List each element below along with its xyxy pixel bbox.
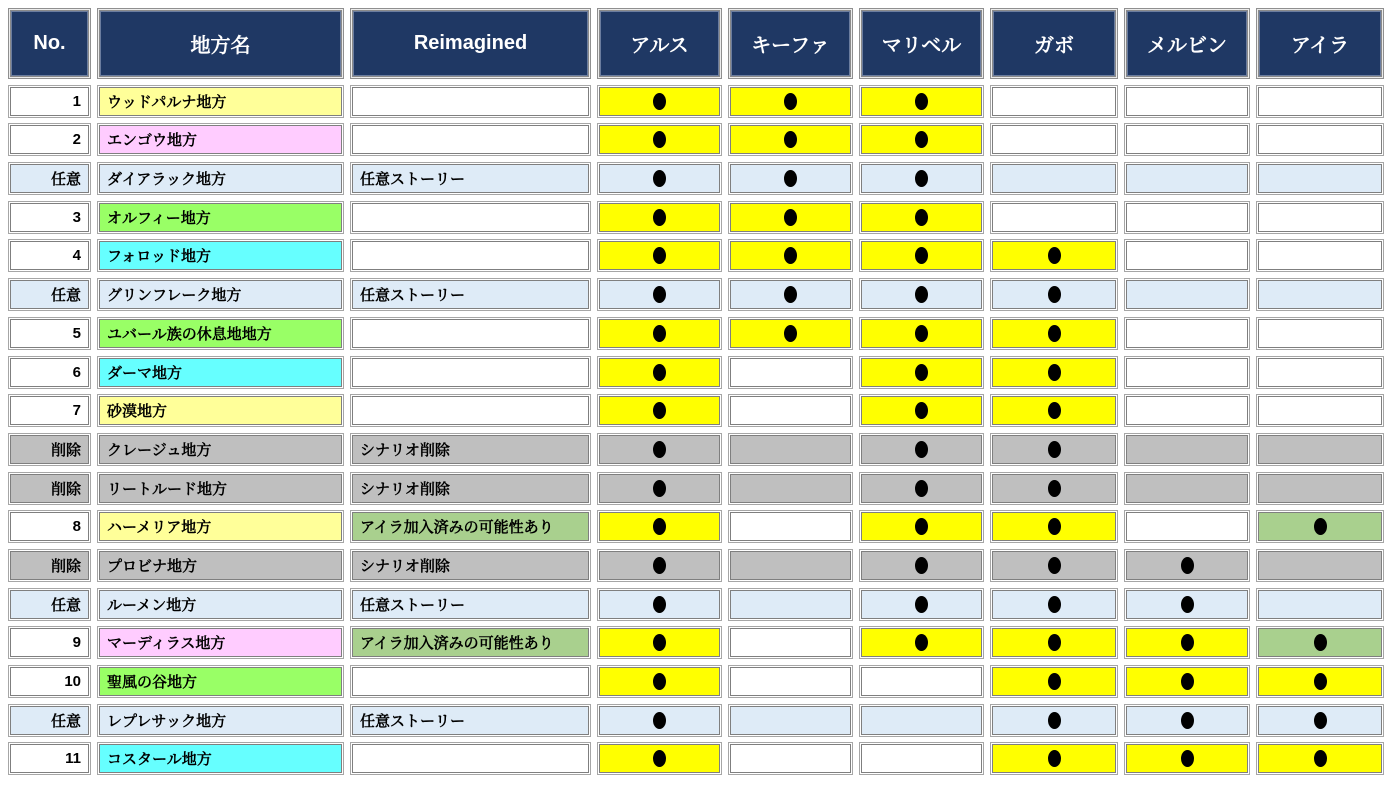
kiefa-availability-cell [730,125,851,154]
melvin-availability-cell [1126,203,1248,232]
region-name-cell: レプレサック地方 [99,706,342,735]
kiefa-availability-cell [730,628,851,657]
maribel-availability-cell [861,358,982,387]
presence-dot-icon [1314,712,1327,729]
presence-dot-icon [915,441,928,458]
arus-availability-cell [599,744,720,773]
presence-dot-icon [653,93,666,110]
aira-availability-cell [1258,706,1382,735]
gabo-availability-cell [992,319,1116,348]
arus-availability-cell [599,435,720,464]
reimagined-note-cell [352,87,589,116]
region-party-availability-table [10,10,1382,773]
gabo-availability-cell [992,590,1116,619]
presence-dot-icon [915,480,928,497]
aira-availability-cell [1258,590,1382,619]
row-no-cell: 3 [10,203,89,232]
region-name-cell: マーディラス地方 [99,628,342,657]
maribel-availability-cell [861,474,982,503]
presence-dot-icon [653,673,666,690]
presence-dot-icon [915,402,928,419]
reimagined-note-cell [352,396,589,425]
presence-dot-icon [653,325,666,342]
reimagined-note-cell: 任意ストーリー [352,164,589,193]
aira-availability-cell [1258,474,1382,503]
reimagined-note-cell [352,125,589,154]
presence-dot-icon [784,93,797,110]
presence-dot-icon [653,480,666,497]
presence-dot-icon [653,286,666,303]
melvin-availability-cell [1126,512,1248,541]
kiefa-availability-cell [730,203,851,232]
presence-dot-icon [1314,673,1327,690]
presence-dot-icon [915,286,928,303]
melvin-availability-cell [1126,435,1248,464]
melvin-availability-cell [1126,744,1248,773]
column-header-gabo: ガボ [992,10,1116,77]
row-no-cell: 任意 [10,590,89,619]
kiefa-availability-cell [730,435,851,464]
row-no-cell: 4 [10,241,89,270]
presence-dot-icon [1314,518,1327,535]
presence-dot-icon [653,750,666,767]
maribel-availability-cell [861,241,982,270]
kiefa-availability-cell [730,590,851,619]
reimagined-note-cell: 任意ストーリー [352,706,589,735]
presence-dot-icon [1048,518,1061,535]
presence-dot-icon [1181,673,1194,690]
aira-availability-cell [1258,241,1382,270]
row-no-cell: 任意 [10,706,89,735]
row-no-cell: 7 [10,396,89,425]
row-no-cell: 2 [10,125,89,154]
column-header-arus: アルス [599,10,720,77]
reimagined-note-cell [352,203,589,232]
region-name-cell: フォロッド地方 [99,241,342,270]
reimagined-note-cell: 任意ストーリー [352,590,589,619]
melvin-availability-cell [1126,164,1248,193]
arus-availability-cell [599,474,720,503]
reimagined-note-cell [352,241,589,270]
melvin-availability-cell [1126,667,1248,696]
maribel-availability-cell [861,551,982,580]
presence-dot-icon [1181,750,1194,767]
arus-availability-cell [599,667,720,696]
presence-dot-icon [1048,634,1061,651]
arus-availability-cell [599,241,720,270]
gabo-availability-cell [992,280,1116,309]
row-no-cell: 1 [10,87,89,116]
presence-dot-icon [784,209,797,226]
reimagined-note-cell: シナリオ削除 [352,474,589,503]
presence-dot-icon [915,131,928,148]
maribel-availability-cell [861,667,982,696]
maribel-availability-cell [861,87,982,116]
column-header-kiefa: キーファ [730,10,851,77]
aira-availability-cell [1258,125,1382,154]
aira-availability-cell [1258,164,1382,193]
presence-dot-icon [653,209,666,226]
kiefa-availability-cell [730,164,851,193]
melvin-availability-cell [1126,87,1248,116]
presence-dot-icon [1314,634,1327,651]
presence-dot-icon [653,364,666,381]
arus-availability-cell [599,628,720,657]
presence-dot-icon [784,325,797,342]
presence-dot-icon [1048,441,1061,458]
gabo-availability-cell [992,744,1116,773]
presence-dot-icon [915,518,928,535]
presence-dot-icon [653,402,666,419]
kiefa-availability-cell [730,474,851,503]
aira-availability-cell [1258,319,1382,348]
aira-availability-cell [1258,87,1382,116]
aira-availability-cell [1258,280,1382,309]
region-name-cell: オルフィー地方 [99,203,342,232]
column-header-maribel: マリベル [861,10,982,77]
aira-availability-cell [1258,744,1382,773]
region-name-cell: グリンフレーク地方 [99,280,342,309]
melvin-availability-cell [1126,125,1248,154]
reimagined-note-cell [352,744,589,773]
presence-dot-icon [784,131,797,148]
kiefa-availability-cell [730,319,851,348]
arus-availability-cell [599,125,720,154]
arus-availability-cell [599,164,720,193]
presence-dot-icon [915,170,928,187]
aira-availability-cell [1258,203,1382,232]
presence-dot-icon [915,364,928,381]
gabo-availability-cell [992,396,1116,425]
region-name-cell: リートルード地方 [99,474,342,503]
gabo-availability-cell [992,706,1116,735]
presence-dot-icon [653,131,666,148]
region-name-cell: 砂漠地方 [99,396,342,425]
presence-dot-icon [1048,750,1061,767]
maribel-availability-cell [861,590,982,619]
reimagined-note-cell [352,358,589,387]
presence-dot-icon [1181,712,1194,729]
presence-dot-icon [784,247,797,264]
gabo-availability-cell [992,435,1116,464]
region-name-cell: プロビナ地方 [99,551,342,580]
gabo-availability-cell [992,474,1116,503]
row-no-cell: 削除 [10,551,89,580]
row-no-cell: 9 [10,628,89,657]
region-name-cell: エンゴウ地方 [99,125,342,154]
melvin-availability-cell [1126,319,1248,348]
melvin-availability-cell [1126,396,1248,425]
region-name-cell: ウッドパルナ地方 [99,87,342,116]
gabo-availability-cell [992,203,1116,232]
gabo-availability-cell [992,125,1116,154]
aira-availability-cell [1258,435,1382,464]
arus-availability-cell [599,203,720,232]
column-header-melvin: メルビン [1126,10,1248,77]
column-header-region: 地方名 [99,10,342,77]
reimagined-note-cell: シナリオ削除 [352,435,589,464]
presence-dot-icon [1048,557,1061,574]
presence-dot-icon [915,209,928,226]
maribel-availability-cell [861,319,982,348]
presence-dot-icon [1048,673,1061,690]
presence-dot-icon [1048,712,1061,729]
row-no-cell: 6 [10,358,89,387]
maribel-availability-cell [861,164,982,193]
presence-dot-icon [653,557,666,574]
kiefa-availability-cell [730,87,851,116]
region-name-cell: ダーマ地方 [99,358,342,387]
presence-dot-icon [915,634,928,651]
arus-availability-cell [599,396,720,425]
presence-dot-icon [915,325,928,342]
presence-dot-icon [1048,247,1061,264]
aira-availability-cell [1258,396,1382,425]
arus-availability-cell [599,590,720,619]
kiefa-availability-cell [730,358,851,387]
presence-dot-icon [1048,480,1061,497]
gabo-availability-cell [992,358,1116,387]
melvin-availability-cell [1126,474,1248,503]
arus-availability-cell [599,358,720,387]
row-no-cell: 11 [10,744,89,773]
presence-dot-icon [653,596,666,613]
arus-availability-cell [599,512,720,541]
gabo-availability-cell [992,164,1116,193]
presence-dot-icon [1048,402,1061,419]
reimagined-note-cell: アイラ加入済みの可能性あり [352,512,589,541]
melvin-availability-cell [1126,280,1248,309]
kiefa-availability-cell [730,551,851,580]
presence-dot-icon [915,557,928,574]
presence-dot-icon [1048,596,1061,613]
melvin-availability-cell [1126,241,1248,270]
row-no-cell: 5 [10,319,89,348]
maribel-availability-cell [861,125,982,154]
melvin-availability-cell [1126,706,1248,735]
aira-availability-cell [1258,628,1382,657]
kiefa-availability-cell [730,744,851,773]
reimagined-note-cell: シナリオ削除 [352,551,589,580]
arus-availability-cell [599,319,720,348]
kiefa-availability-cell [730,512,851,541]
melvin-availability-cell [1126,358,1248,387]
presence-dot-icon [653,170,666,187]
aira-availability-cell [1258,358,1382,387]
column-header-no: No. [10,10,89,77]
aira-availability-cell [1258,551,1382,580]
presence-dot-icon [653,634,666,651]
melvin-availability-cell [1126,628,1248,657]
presence-dot-icon [1181,557,1194,574]
region-name-cell: ダイアラック地方 [99,164,342,193]
kiefa-availability-cell [730,706,851,735]
maribel-availability-cell [861,435,982,464]
melvin-availability-cell [1126,590,1248,619]
maribel-availability-cell [861,744,982,773]
arus-availability-cell [599,551,720,580]
aira-availability-cell [1258,512,1382,541]
row-no-cell: 任意 [10,280,89,309]
kiefa-availability-cell [730,667,851,696]
presence-dot-icon [1048,325,1061,342]
region-name-cell: コスタール地方 [99,744,342,773]
maribel-availability-cell [861,203,982,232]
presence-dot-icon [784,286,797,303]
row-no-cell: 10 [10,667,89,696]
reimagined-note-cell [352,667,589,696]
arus-availability-cell [599,280,720,309]
presence-dot-icon [784,170,797,187]
gabo-availability-cell [992,87,1116,116]
region-name-cell: ハーメリア地方 [99,512,342,541]
gabo-availability-cell [992,628,1116,657]
maribel-availability-cell [861,396,982,425]
reimagined-note-cell: アイラ加入済みの可能性あり [352,628,589,657]
gabo-availability-cell [992,241,1116,270]
maribel-availability-cell [861,628,982,657]
presence-dot-icon [1314,750,1327,767]
presence-dot-icon [915,93,928,110]
column-header-aira: アイラ [1258,10,1382,77]
kiefa-availability-cell [730,241,851,270]
presence-dot-icon [1181,634,1194,651]
maribel-availability-cell [861,706,982,735]
column-header-reimagined: Reimagined [352,10,589,77]
presence-dot-icon [915,596,928,613]
aira-availability-cell [1258,667,1382,696]
presence-dot-icon [915,247,928,264]
row-no-cell: 削除 [10,474,89,503]
gabo-availability-cell [992,512,1116,541]
row-no-cell: 8 [10,512,89,541]
row-no-cell: 任意 [10,164,89,193]
presence-dot-icon [1048,364,1061,381]
reimagined-note-cell: 任意ストーリー [352,280,589,309]
presence-dot-icon [653,441,666,458]
region-name-cell: 聖風の谷地方 [99,667,342,696]
maribel-availability-cell [861,512,982,541]
presence-dot-icon [653,518,666,535]
reimagined-note-cell [352,319,589,348]
presence-dot-icon [653,712,666,729]
kiefa-availability-cell [730,280,851,309]
region-name-cell: ユバール族の休息地地方 [99,319,342,348]
presence-dot-icon [653,247,666,264]
gabo-availability-cell [992,551,1116,580]
kiefa-availability-cell [730,396,851,425]
row-no-cell: 削除 [10,435,89,464]
region-name-cell: ルーメン地方 [99,590,342,619]
arus-availability-cell [599,706,720,735]
melvin-availability-cell [1126,551,1248,580]
arus-availability-cell [599,87,720,116]
gabo-availability-cell [992,667,1116,696]
presence-dot-icon [1048,286,1061,303]
region-name-cell: クレージュ地方 [99,435,342,464]
maribel-availability-cell [861,280,982,309]
presence-dot-icon [1181,596,1194,613]
